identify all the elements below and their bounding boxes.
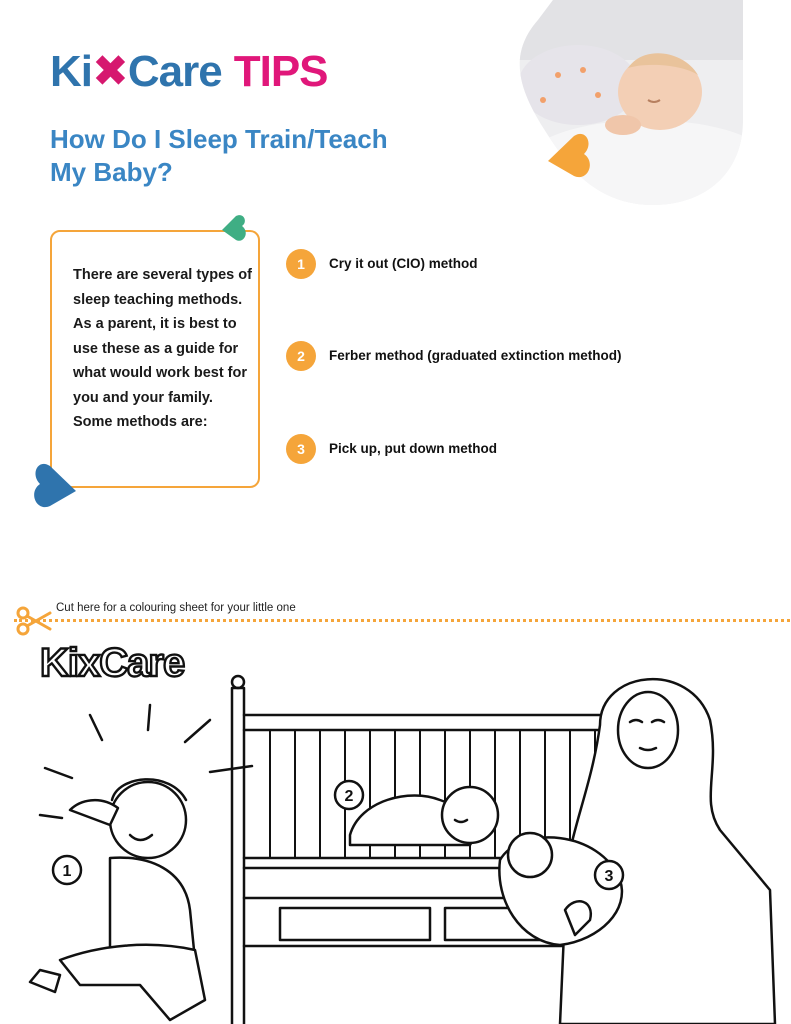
kixcare-tips-logo [50,47,328,96]
orange-heart-icon [544,132,590,190]
colouring-marker-1 [53,856,81,884]
colouring-marker-2 [335,781,363,809]
method-number-2: 2 [286,341,316,371]
logo-brand-right: Care [127,47,222,96]
sleeping-baby-photo [498,0,743,205]
method-number-3: 3 [286,434,316,464]
marker-1-label: 1 [62,863,72,880]
info-box-text: There are several types of sleep teaching methods. As a parent, it is best to use these as a guide for what would work best for you and your family. Some methods are: [73,267,252,430]
page-title: How Do I Sleep Train/Teach My Baby? [50,124,388,187]
colouring-illustration [0,630,791,1024]
logo-tips: TIPS [233,47,328,96]
colouring-marker-3 [595,861,623,889]
green-heart-icon [220,214,246,246]
logo-x-mark: ✖ [92,47,128,96]
method-label-3: Pick up, put down method [329,441,497,456]
logo-brand-left: Ki [50,47,92,96]
cut-here-text: Cut here for a colouring sheet for your little one [56,602,296,614]
method-number-1: 1 [286,249,316,279]
marker-2-label: 2 [344,788,354,805]
blue-heart-icon [34,462,80,520]
cut-line [14,619,790,622]
marker-3-label: 3 [604,868,614,885]
method-label-2: Ferber method (graduated extinction method) [329,348,622,363]
colouring-logo: KixCare [40,641,185,685]
method-label-1: Cry it out (CIO) method [329,256,478,271]
